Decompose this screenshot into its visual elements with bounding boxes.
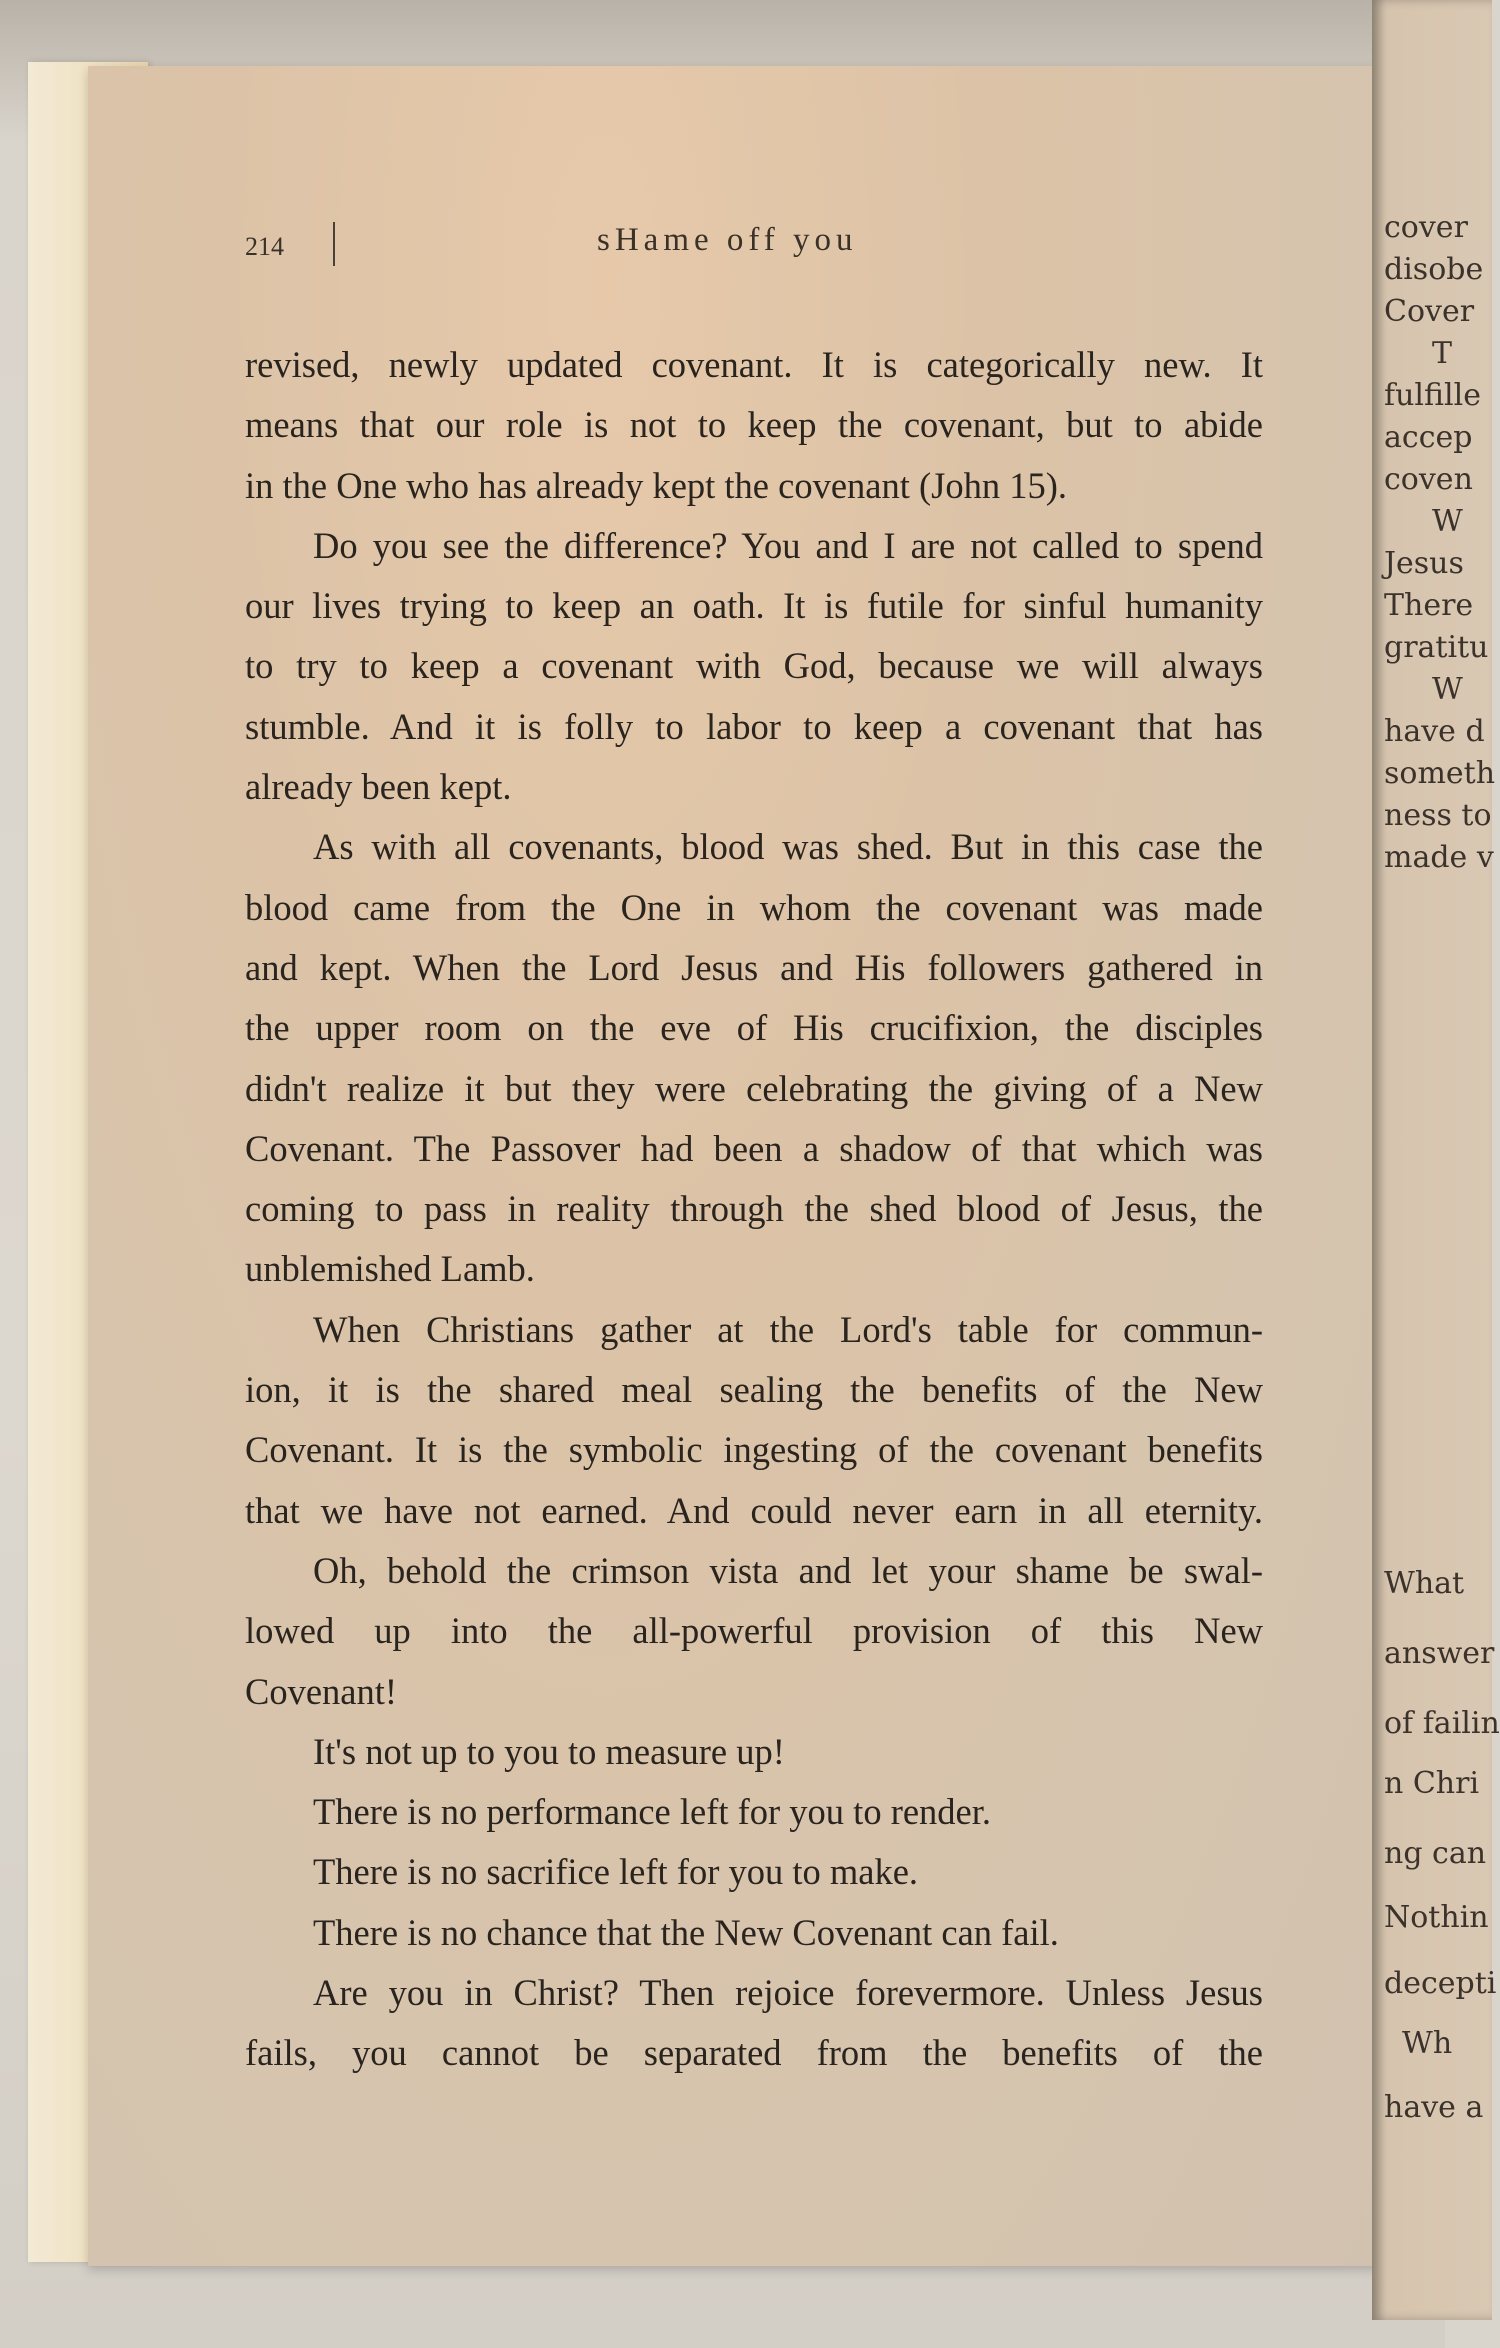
text-line: fails, you cannot be separated from the benefits of the xyxy=(245,2032,1263,2074)
running-header xyxy=(245,222,1245,272)
facing-page-fragment: ness to xyxy=(1384,798,1492,833)
text-line: unblemished Lamb. xyxy=(245,1248,535,1290)
facing-page-fragment: Wh xyxy=(1402,2026,1453,2061)
text-line: stumble. And it is folly to labor to keep a covenant that has xyxy=(245,705,1263,747)
facing-page-fragment: of failin xyxy=(1384,1706,1500,1741)
text-line: When Christians gather at the Lord's table for commun- xyxy=(313,1308,1263,1350)
text-line: There is no chance that the New Covenant can fail. xyxy=(313,1911,1059,1953)
text-line: Are you in Christ? Then rejoice forevermore. Unless Jesus xyxy=(313,1972,1263,2014)
facing-page-fragment: W xyxy=(1432,672,1463,707)
facing-page-fragment: cover xyxy=(1384,210,1468,245)
text-line: Oh, behold the crimson vista and let your shame be swal- xyxy=(313,1549,1263,1591)
body-text xyxy=(245,335,1263,2084)
facing-page-fragment: decepti xyxy=(1384,1966,1497,2001)
text-line: Covenant. It is the symbolic ingesting of the covenant benefits xyxy=(245,1429,1263,1471)
text-line: coming to pass in reality through the shed blood of Jesus, the xyxy=(245,1188,1263,1230)
page-number: 214 xyxy=(245,232,284,261)
text-line: There is no performance left for you to render. xyxy=(313,1791,992,1833)
facing-page-fragment: coven xyxy=(1384,462,1473,497)
text-line: Do you see the difference? You and I are not called to spend xyxy=(313,524,1263,566)
text-line: ion, it is the shared meal sealing the benefits of the New xyxy=(245,1369,1263,1411)
facing-page-fragment: have d xyxy=(1384,714,1485,749)
facing-page-fragment: answer xyxy=(1384,1636,1495,1671)
facing-page-fragment: have a xyxy=(1384,2090,1484,2125)
facing-page-fragment: T xyxy=(1432,336,1453,371)
facing-page-fragment: fulfille xyxy=(1384,378,1481,413)
header-divider xyxy=(333,222,335,266)
text-line: lowed up into the all-powerful provision of this New xyxy=(245,1610,1263,1652)
facing-page-fragment: There xyxy=(1384,588,1474,623)
facing-page-fragment: someth xyxy=(1384,756,1496,791)
text-line: didn't realize it but they were celebrating the giving of a New xyxy=(245,1067,1263,1109)
text-line: revised, newly updated covenant. It is categorically new. It xyxy=(245,344,1263,385)
facing-page-fragment: Jesus xyxy=(1384,546,1464,581)
facing-page-fragment: n Chri xyxy=(1384,1766,1480,1801)
text-line: Covenant. The Passover had been a shadow of that which was xyxy=(245,1127,1263,1169)
text-line: our lives trying to keep an oath. It is futile for sinful humanity xyxy=(245,585,1263,627)
text-line: to try to keep a covenant with God, because we will always xyxy=(245,645,1263,687)
facing-page-fragment: gratitu xyxy=(1384,630,1489,665)
facing-page-fragment: W xyxy=(1432,504,1463,539)
text-line: It's not up to you to measure up! xyxy=(313,1730,785,1772)
text-line: already been kept. xyxy=(245,766,512,808)
facing-page-fragment: ng can xyxy=(1384,1836,1487,1871)
running-title: sHame off you xyxy=(597,222,858,258)
text-line: As with all covenants, blood was shed. But in this case the xyxy=(313,826,1263,868)
text-line: in the One who has already kept the covenant (John 15). xyxy=(245,464,1068,506)
facing-page xyxy=(1372,0,1500,2320)
facing-page-fragment: Nothin xyxy=(1384,1900,1489,1935)
text-line: and kept. When the Lord Jesus and His followers gathered in xyxy=(245,946,1263,988)
text-line: Covenant! xyxy=(245,1670,398,1712)
text-line: blood came from the One in whom the covenant was made xyxy=(245,886,1263,928)
text-line: the upper room on the eve of His crucifixion, the disciples xyxy=(245,1007,1263,1049)
facing-page-fragment: made v xyxy=(1384,840,1494,875)
text-line: that we have not earned. And could never earn in all eternity. xyxy=(245,1489,1263,1531)
facing-page-fragment: What xyxy=(1384,1566,1465,1601)
text-line: means that our role is not to keep the covenant, but to abide xyxy=(245,404,1263,446)
facing-page-fragment: accep xyxy=(1384,420,1473,455)
facing-page-fragment: Cover xyxy=(1384,294,1475,329)
text-line: There is no sacrifice left for you to make. xyxy=(313,1851,919,1893)
facing-page-fragment: disobe xyxy=(1384,252,1484,287)
